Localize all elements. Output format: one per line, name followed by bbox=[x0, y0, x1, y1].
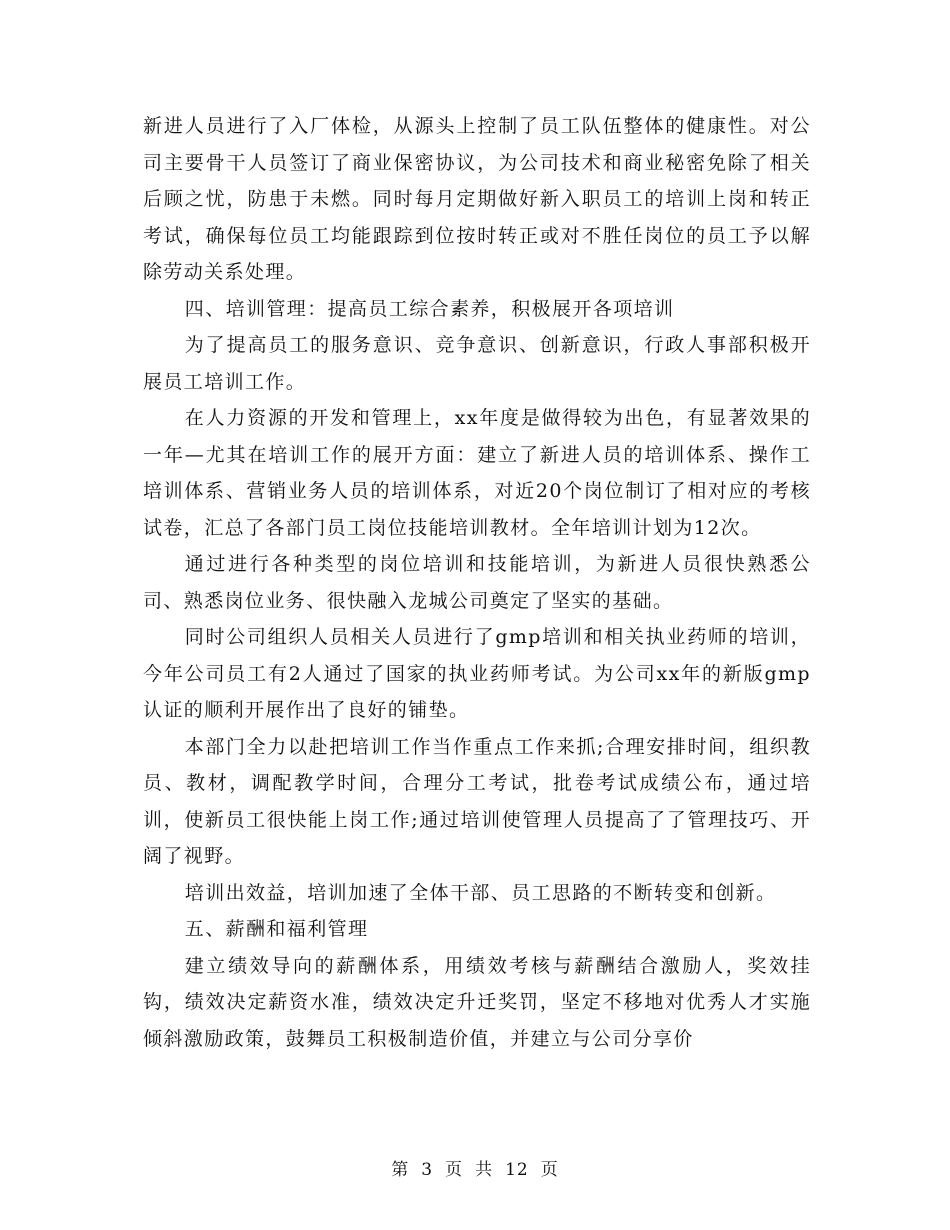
footer-current-page: 3 bbox=[421, 1160, 434, 1180]
footer-gong: 共 bbox=[475, 1160, 494, 1180]
page-footer bbox=[0, 1155, 950, 1180]
footer-ye2: 页 bbox=[540, 1160, 559, 1180]
footer-total-pages: 12 bbox=[505, 1160, 529, 1180]
footer-ye: 页 bbox=[445, 1160, 464, 1180]
paragraph-1: 新进人员进行了入厂体检，从源头上控制了员工队伍整体的健康性。对公司主要骨干人员签订了商业保密协议，为公司技术和商业秘密免除了相关后顾之忧，防患于未燃。同时每月定期做好新入职员工的培训上岗和转正考试，确保每位员工均能跟踪到位按时转正或对不胜任岗位的员工予以解除劳动关系处理。 bbox=[143, 115, 811, 283]
paragraph-8: 建立绩效导向的薪酬体系，用绩效考核与薪酬结合激励人，奖效挂钩，绩效决定薪资水准，绩效决定升迁奖罚，坚定不移地对优秀人才实施倾斜激励政策，鼓舞员工积极制造价值，并建立与公司分享价 bbox=[143, 954, 811, 1050]
paragraph-7: 培训出效益，培训加速了全体干部、员工思路的不断转变和创新。 bbox=[184, 881, 777, 904]
paragraph-4: 通过进行各种类型的岗位培训和技能培训，为新进人员很快熟悉公司、熟悉岗位业务、很快融入龙城公司奠定了坚实的基础。 bbox=[143, 553, 811, 612]
body-text bbox=[143, 108, 811, 1057]
paragraph-3: 在人力资源的开发和管理上，xx年度是做得较为出色，有显著效果的一年—尤其在培训工作的展开方面：建立了新进人员的培训体系、操作工培训体系、营销业务人员的培训体系，对近20个岗位制订了相对应的考核试卷，汇总了各部门员工岗位技能培训教材。全年培训计划为12次。 bbox=[143, 407, 811, 539]
footer-di: 第 bbox=[391, 1160, 410, 1180]
paragraph-6: 本部门全力以赴把培训工作当作重点工作来抓;合理安排时间，组织教员、教材，调配教学时间，合理分工考试，批卷考试成绩公布，通过培训，使新员工很快能上岗工作;通过培训使管理人员提高了了管理技巧、开阔了视野。 bbox=[143, 735, 811, 867]
paragraph-5: 同时公司组织人员相关人员进行了gmp培训和相关执业药师的培训，今年公司员工有2人通过了国家的执业药师考试。为公司xx年的新版gmp认证的顺利开展作出了良好的铺垫。 bbox=[143, 626, 811, 721]
paragraph-2: 为了提高员工的服务意识、竞争意识、创新意识，行政人事部积极开展员工培训工作。 bbox=[143, 334, 811, 393]
section-heading-training: 四、培训管理：提高员工综合素养，积极展开各项培训 bbox=[184, 297, 675, 320]
section-heading-salary: 五、薪酬和福利管理 bbox=[184, 918, 369, 940]
